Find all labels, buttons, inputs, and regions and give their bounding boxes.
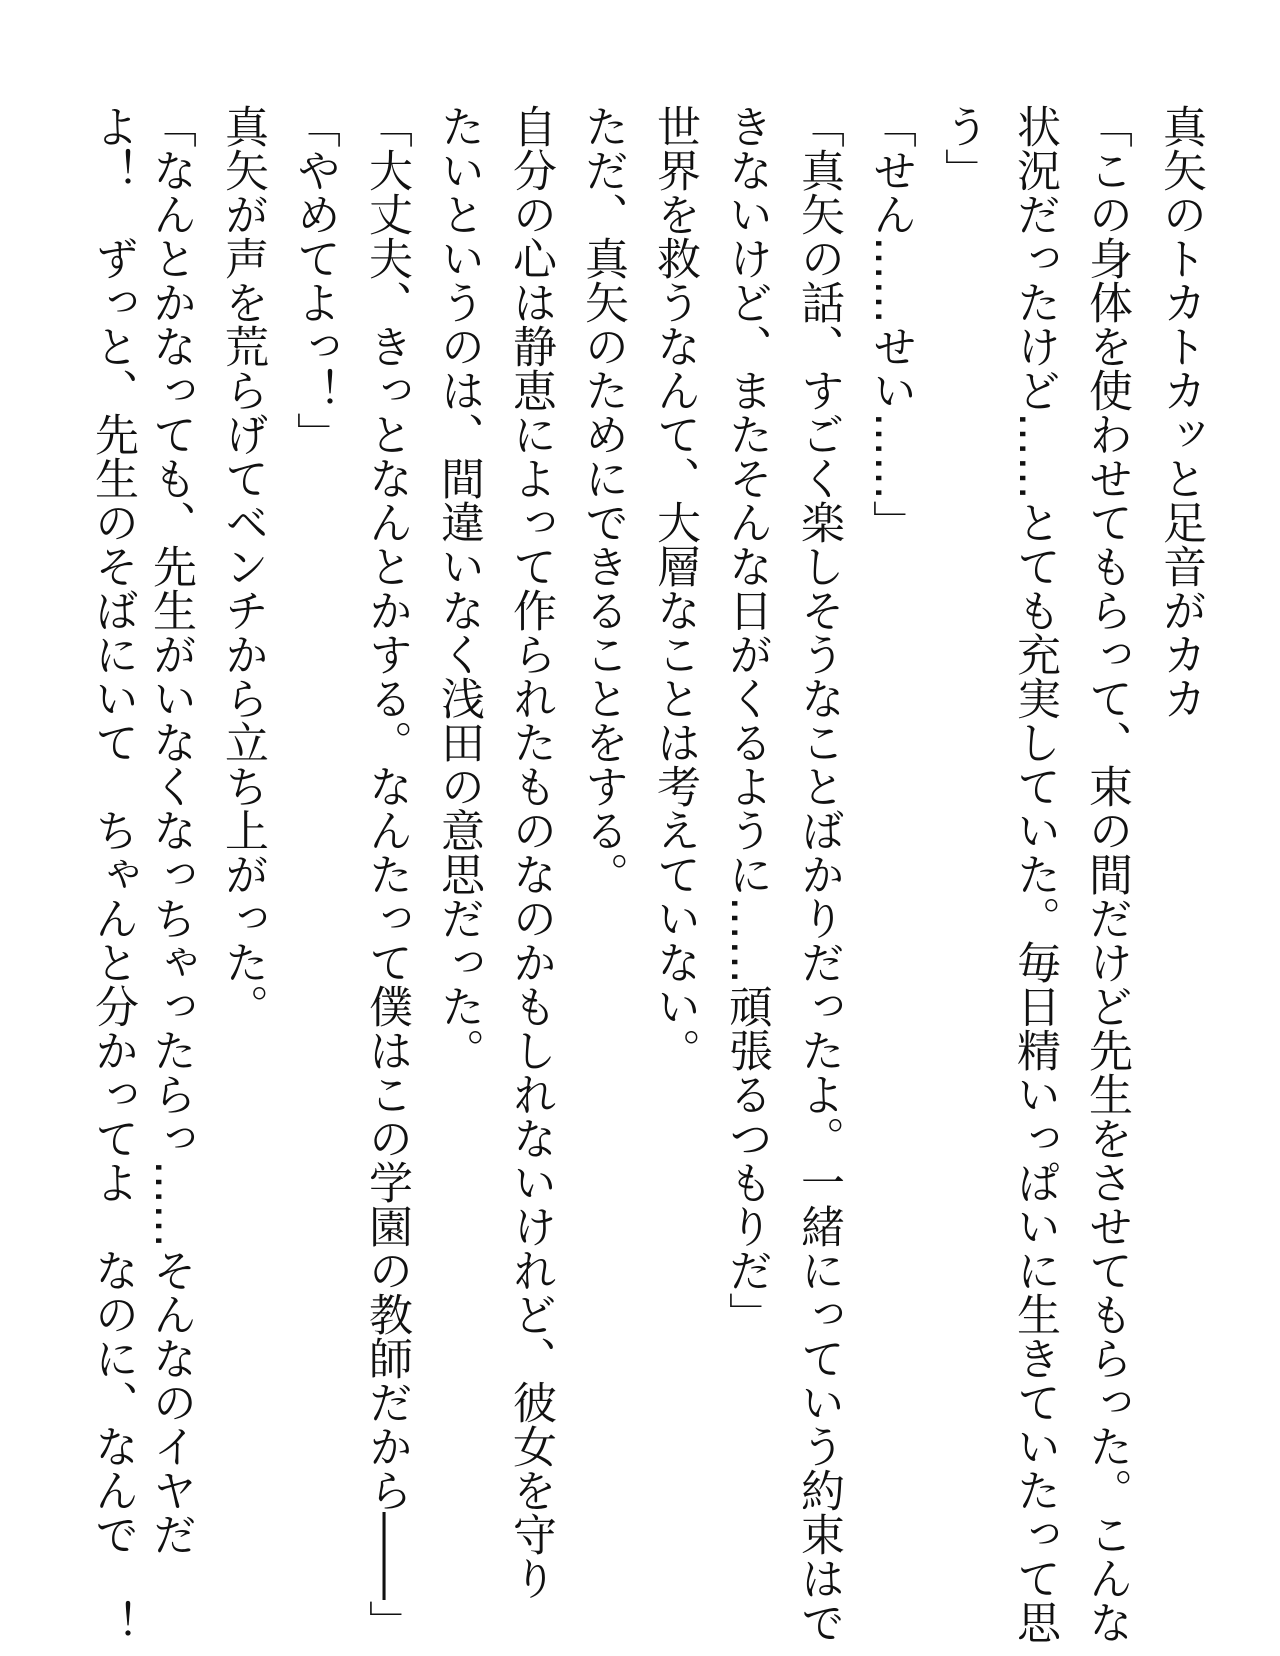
clipped-text-right: 真矢のトカトカッと足音がカカ <box>1155 104 1206 720</box>
text-line: 自分の心は静恵によって作られたものなのかもしれないけれど、彼女を守り <box>505 104 556 1600</box>
text-line: 「この身体を使わせてもらって、束の間だけど先生をさせてもらった。こんな <box>1081 104 1132 1644</box>
text-line: 「真矢の話、すごく楽しそうなことばかりだったよ。一緒にっていう約束はで <box>793 104 844 1644</box>
text-line: 「大丈夫、きっとなんとかする。なんたって僕はこの学園の教師だから――」 <box>361 104 412 1644</box>
clipped-text-line-right <box>1155 104 1220 1574</box>
text-line: ただ、真矢のためにできることをする。 <box>577 104 628 896</box>
vertical-text-body <box>134 104 1142 1644</box>
clipped-text-left: よ！ ずっと、先生のそばにいて ちゃんと分かってよ なのに、なんで ！ <box>87 104 138 1644</box>
text-line: 真矢が声を荒らげてベンチから立ち上がった。 <box>217 104 268 1028</box>
text-line: 状況だったけど……とても充実していた。毎日精いっぱいに生きていたって思 <box>1009 104 1060 1644</box>
clipped-text-line-left <box>76 104 138 1644</box>
text-line: たいというのは、間違いなく浅田の意思だった。 <box>433 104 484 1072</box>
text-line: う」 <box>937 104 988 192</box>
text-line: 「やめてよっ！」 <box>289 104 340 456</box>
text-line: きないけど、またそんな日がくるように……頑張るつもりだ」 <box>721 104 772 1336</box>
text-line: 世界を救うなんて、大層なことは考えていない。 <box>649 104 700 1072</box>
text-line: 「せん……せい……」 <box>865 104 916 544</box>
text-line: 「なんとかなっても、先生がいなくなっちゃったらっ……そんなのイヤだ <box>145 104 196 1556</box>
